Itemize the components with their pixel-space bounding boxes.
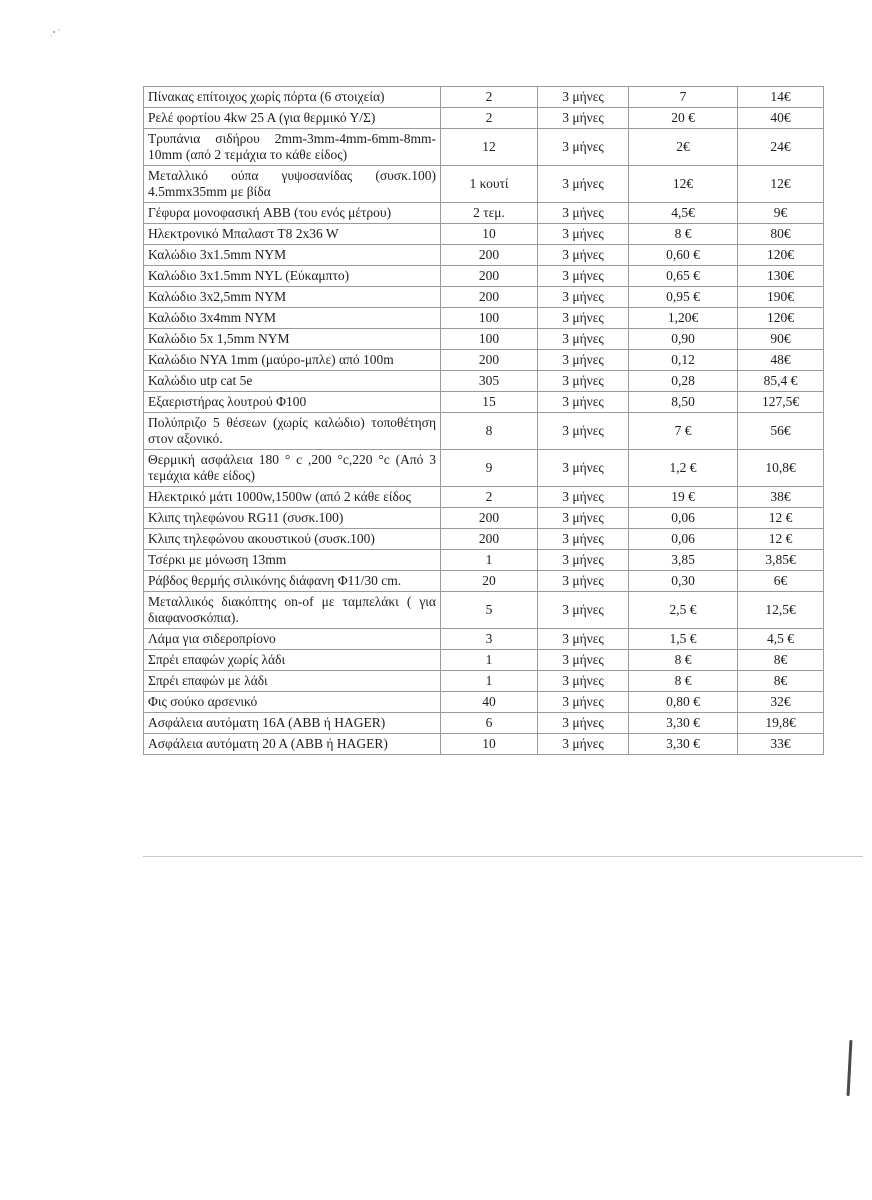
table-row xyxy=(144,713,824,734)
item-quantity: 10 xyxy=(441,224,538,245)
item-description: Εξαεριστήρας λουτρού Φ100 xyxy=(144,392,441,413)
item-description: Θερμική ασφάλεια 180 ° c ,200 °c,220 °c (Από 3 τεμάχια κάθε είδος) xyxy=(144,450,441,487)
item-unit-price: 3,30 € xyxy=(629,734,738,755)
item-description: Κλιπς τηλεφώνου RG11 (συσκ.100) xyxy=(144,508,441,529)
item-total: 10,8€ xyxy=(738,450,824,487)
item-duration: 3 μήνες xyxy=(538,650,629,671)
item-quantity: 8 xyxy=(441,413,538,450)
item-unit-price: 0,30 xyxy=(629,571,738,592)
scan-margin-mark xyxy=(847,1040,853,1096)
item-total: 32€ xyxy=(738,692,824,713)
item-duration: 3 μήνες xyxy=(538,734,629,755)
item-unit-price: 2€ xyxy=(629,129,738,166)
table-row xyxy=(144,166,824,203)
item-description: Μεταλλικό ούπα γυψοσανίδας (συσκ.100) 4.5mmx35mm με βίδα xyxy=(144,166,441,203)
table-row xyxy=(144,308,824,329)
table-bottom-rule xyxy=(143,856,863,857)
table-row xyxy=(144,629,824,650)
item-description: Τρυπάνια σιδήρου 2mm-3mm-4mm-6mm-8mm-10mm (από 2 τεμάχια το κάθε είδος) xyxy=(144,129,441,166)
table-row xyxy=(144,508,824,529)
item-description: Καλώδιο 3x4mm NYM xyxy=(144,308,441,329)
item-total: 56€ xyxy=(738,413,824,450)
item-unit-price: 0,12 xyxy=(629,350,738,371)
item-quantity: 1 xyxy=(441,550,538,571)
item-total: 48€ xyxy=(738,350,824,371)
item-total: 3,85€ xyxy=(738,550,824,571)
item-quantity: 200 xyxy=(441,350,538,371)
table-row xyxy=(144,266,824,287)
item-duration: 3 μήνες xyxy=(538,308,629,329)
item-duration: 3 μήνες xyxy=(538,713,629,734)
item-quantity: 5 xyxy=(441,592,538,629)
item-unit-price: 0,80 € xyxy=(629,692,738,713)
table-row xyxy=(144,571,824,592)
item-duration: 3 μήνες xyxy=(538,350,629,371)
item-description: Σπρέι επαφών χωρίς λάδι xyxy=(144,650,441,671)
item-description: Καλώδιο 3x1.5mm NYM xyxy=(144,245,441,266)
item-unit-price: 3,30 € xyxy=(629,713,738,734)
item-description: Φις σούκο αρσενικό xyxy=(144,692,441,713)
item-duration: 3 μήνες xyxy=(538,592,629,629)
item-duration: 3 μήνες xyxy=(538,287,629,308)
item-unit-price: 4,5€ xyxy=(629,203,738,224)
item-duration: 3 μήνες xyxy=(538,413,629,450)
item-duration: 3 μήνες xyxy=(538,450,629,487)
table-row xyxy=(144,108,824,129)
table-row xyxy=(144,487,824,508)
item-description: Ασφάλεια αυτόματη 20 Α (ABB ή HAGER) xyxy=(144,734,441,755)
item-duration: 3 μήνες xyxy=(538,129,629,166)
item-duration: 3 μήνες xyxy=(538,166,629,203)
item-total: 38€ xyxy=(738,487,824,508)
table-row xyxy=(144,329,824,350)
table-body xyxy=(144,87,824,755)
table-row xyxy=(144,203,824,224)
item-unit-price: 8,50 xyxy=(629,392,738,413)
item-description: Ράβδος θερμής σιλικόνης διάφανη Φ11/30 cm. xyxy=(144,571,441,592)
item-total: 190€ xyxy=(738,287,824,308)
item-description: Ηλεκτρικό μάτι 1000w,1500w (από 2 κάθε είδος xyxy=(144,487,441,508)
item-total: 8€ xyxy=(738,650,824,671)
item-unit-price: 12€ xyxy=(629,166,738,203)
item-unit-price: 7 xyxy=(629,87,738,108)
item-duration: 3 μήνες xyxy=(538,203,629,224)
item-total: 8€ xyxy=(738,671,824,692)
table-row xyxy=(144,692,824,713)
item-quantity: 100 xyxy=(441,308,538,329)
item-duration: 3 μήνες xyxy=(538,487,629,508)
table-row xyxy=(144,87,824,108)
item-quantity: 2 xyxy=(441,108,538,129)
item-unit-price: 1,2 € xyxy=(629,450,738,487)
item-total: 12 € xyxy=(738,529,824,550)
item-total: 90€ xyxy=(738,329,824,350)
item-description: Καλώδιο utp cat 5e xyxy=(144,371,441,392)
table-row xyxy=(144,450,824,487)
item-unit-price: 3,85 xyxy=(629,550,738,571)
table-row xyxy=(144,224,824,245)
item-description: Πίνακας επίτοιχος χωρίς πόρτα (6 στοιχεία) xyxy=(144,87,441,108)
item-quantity: 200 xyxy=(441,266,538,287)
item-description: Σπρέι επαφών με λάδι xyxy=(144,671,441,692)
item-unit-price: 19 € xyxy=(629,487,738,508)
table-row xyxy=(144,671,824,692)
item-unit-price: 0,95 € xyxy=(629,287,738,308)
item-quantity: 9 xyxy=(441,450,538,487)
table-row xyxy=(144,650,824,671)
item-quantity: 10 xyxy=(441,734,538,755)
table-row xyxy=(144,413,824,450)
item-total: 80€ xyxy=(738,224,824,245)
table-row xyxy=(144,287,824,308)
item-quantity: 3 xyxy=(441,629,538,650)
item-unit-price: 20 € xyxy=(629,108,738,129)
item-quantity: 200 xyxy=(441,245,538,266)
scan-speck-mark xyxy=(48,26,66,40)
item-description: Πολύπριζο 5 θέσεων (χωρίς καλώδιο) τοποθέτηση στον αξονικό. xyxy=(144,413,441,450)
item-duration: 3 μήνες xyxy=(538,550,629,571)
item-description: Καλώδιο 3x1.5mm NYL (Εύκαμπτο) xyxy=(144,266,441,287)
item-unit-price: 8 € xyxy=(629,671,738,692)
table-row xyxy=(144,245,824,266)
item-description: Καλώδιο 5x 1,5mm NYM xyxy=(144,329,441,350)
item-description: Καλώδιο 3x2,5mm NYM xyxy=(144,287,441,308)
item-unit-price: 1,20€ xyxy=(629,308,738,329)
item-quantity: 12 xyxy=(441,129,538,166)
item-total: 24€ xyxy=(738,129,824,166)
item-unit-price: 8 € xyxy=(629,224,738,245)
item-duration: 3 μήνες xyxy=(538,671,629,692)
item-quantity: 305 xyxy=(441,371,538,392)
item-duration: 3 μήνες xyxy=(538,629,629,650)
item-duration: 3 μήνες xyxy=(538,245,629,266)
item-description: Ρελέ φορτίου 4kw 25 A (για θερμικό Υ/Σ) xyxy=(144,108,441,129)
item-quantity: 2 xyxy=(441,87,538,108)
item-description: Κλιπς τηλεφώνου ακουστικού (συσκ.100) xyxy=(144,529,441,550)
item-duration: 3 μήνες xyxy=(538,224,629,245)
item-duration: 3 μήνες xyxy=(538,529,629,550)
item-quantity: 100 xyxy=(441,329,538,350)
item-description: Μεταλλικός διακόπτης on-of με ταμπελάκι ( για διαφανοσκόπια). xyxy=(144,592,441,629)
item-total: 120€ xyxy=(738,308,824,329)
table-row xyxy=(144,129,824,166)
item-quantity: 1 xyxy=(441,650,538,671)
item-description: Γέφυρα μονοφασική ABB (του ενός μέτρου) xyxy=(144,203,441,224)
item-total: 19,8€ xyxy=(738,713,824,734)
item-description: Τσέρκι με μόνωση 13mm xyxy=(144,550,441,571)
item-duration: 3 μήνες xyxy=(538,508,629,529)
item-quantity: 200 xyxy=(441,508,538,529)
item-total: 33€ xyxy=(738,734,824,755)
table-row xyxy=(144,371,824,392)
item-total: 12,5€ xyxy=(738,592,824,629)
item-unit-price: 0,60 € xyxy=(629,245,738,266)
item-duration: 3 μήνες xyxy=(538,571,629,592)
item-unit-price: 0,06 xyxy=(629,508,738,529)
item-total: 12 € xyxy=(738,508,824,529)
item-total: 12€ xyxy=(738,166,824,203)
item-unit-price: 0,28 xyxy=(629,371,738,392)
item-quantity: 2 xyxy=(441,487,538,508)
item-description: Ηλεκτρονικό Μπαλαστ Τ8 2x36 W xyxy=(144,224,441,245)
item-description: Ασφάλεια αυτόματη 16Α (ABB ή HAGER) xyxy=(144,713,441,734)
item-quantity: 40 xyxy=(441,692,538,713)
item-unit-price: 8 € xyxy=(629,650,738,671)
item-duration: 3 μήνες xyxy=(538,266,629,287)
item-total: 4,5 € xyxy=(738,629,824,650)
item-duration: 3 μήνες xyxy=(538,392,629,413)
item-total: 9€ xyxy=(738,203,824,224)
item-quantity: 200 xyxy=(441,529,538,550)
table-row xyxy=(144,592,824,629)
item-total: 130€ xyxy=(738,266,824,287)
item-total: 120€ xyxy=(738,245,824,266)
table-row xyxy=(144,734,824,755)
table-row xyxy=(144,529,824,550)
item-quantity: 200 xyxy=(441,287,538,308)
item-total: 14€ xyxy=(738,87,824,108)
item-quantity: 20 xyxy=(441,571,538,592)
item-unit-price: 0,90 xyxy=(629,329,738,350)
item-description: Λάμα για σιδεροπρίονο xyxy=(144,629,441,650)
item-quantity: 2 τεμ. xyxy=(441,203,538,224)
item-unit-price: 0,65 € xyxy=(629,266,738,287)
item-quantity: 1 κουτί xyxy=(441,166,538,203)
item-quantity: 15 xyxy=(441,392,538,413)
materials-price-table xyxy=(143,86,824,755)
item-unit-price: 1,5 € xyxy=(629,629,738,650)
item-quantity: 6 xyxy=(441,713,538,734)
item-duration: 3 μήνες xyxy=(538,371,629,392)
item-duration: 3 μήνες xyxy=(538,329,629,350)
item-description: Καλώδιο NYA 1mm (μαύρο-μπλε) από 100m xyxy=(144,350,441,371)
table-row xyxy=(144,392,824,413)
item-duration: 3 μήνες xyxy=(538,87,629,108)
item-duration: 3 μήνες xyxy=(538,108,629,129)
item-unit-price: 0,06 xyxy=(629,529,738,550)
item-total: 127,5€ xyxy=(738,392,824,413)
table-row xyxy=(144,550,824,571)
item-total: 40€ xyxy=(738,108,824,129)
item-quantity: 1 xyxy=(441,671,538,692)
item-unit-price: 7 € xyxy=(629,413,738,450)
item-unit-price: 2,5 € xyxy=(629,592,738,629)
item-total: 85,4 € xyxy=(738,371,824,392)
item-total: 6€ xyxy=(738,571,824,592)
item-duration: 3 μήνες xyxy=(538,692,629,713)
table-row xyxy=(144,350,824,371)
